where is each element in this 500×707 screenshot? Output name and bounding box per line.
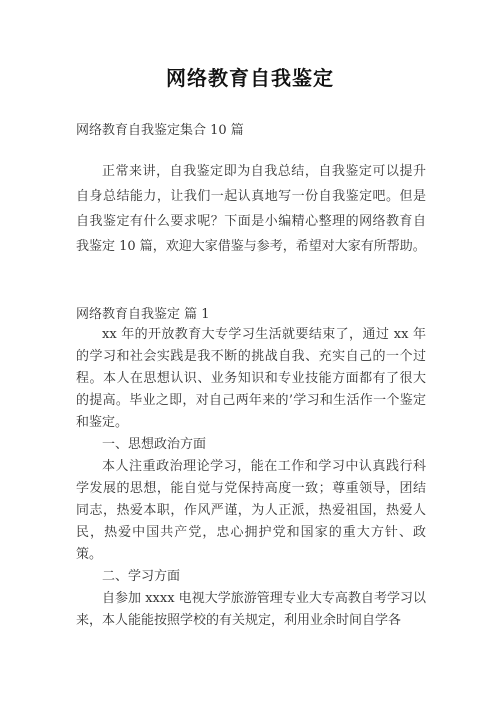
body-paragraph: 本人注重政治理论学习，能在工作和学习中认真践行科学发展的思想，能自觉与党保持高度一致；尊重领导，团结同志，热爱本职，作风严谨，为人正派，热爱祖国，热爱人民，热爱中国共产党，忠心拥护党和国家的重大方针、政策。 [76, 459, 426, 562]
document-subtitle: 网络教育自我鉴定集合 10 篇 [76, 123, 244, 138]
body-text [76, 324, 426, 632]
subheading-study: 二、学习方面 [102, 569, 181, 584]
section-heading: 网络教育自我鉴定 篇 1 [76, 307, 210, 322]
subheading-politics: 一、思想政治方面 [102, 437, 207, 452]
document-title: 网络教育自我鉴定 [166, 66, 334, 90]
body-paragraph: 自参加 xxxx 电视大学旅游管理专业大专高教自考学习以来，本人能能按照学校的有关规定，利用业余时间自学各 [76, 591, 426, 628]
body-paragraph: xx 年的开放教育大专学习生活就要结束了，通过 xx 年的学习和社会实践是我不断的挑战自我、充实自己的一个过程。本人在思想认识、业务知识和专业技能方面都有了很大的提高。毕业之即，对自己两年来的’学习和生活作一个鉴定和鉴定。 [76, 327, 426, 430]
intro-paragraph: 正常来讲，自我鉴定即为自我总结，自我鉴定可以提升自身总结能力，让我们一起认真地写一份自我鉴定吧。但是自我鉴定有什么要求呢？下面是小编精心整理的网络教育自我鉴定 10 篇，欢迎大家借鉴与参考，希望对大家有所帮助。 [76, 164, 426, 254]
